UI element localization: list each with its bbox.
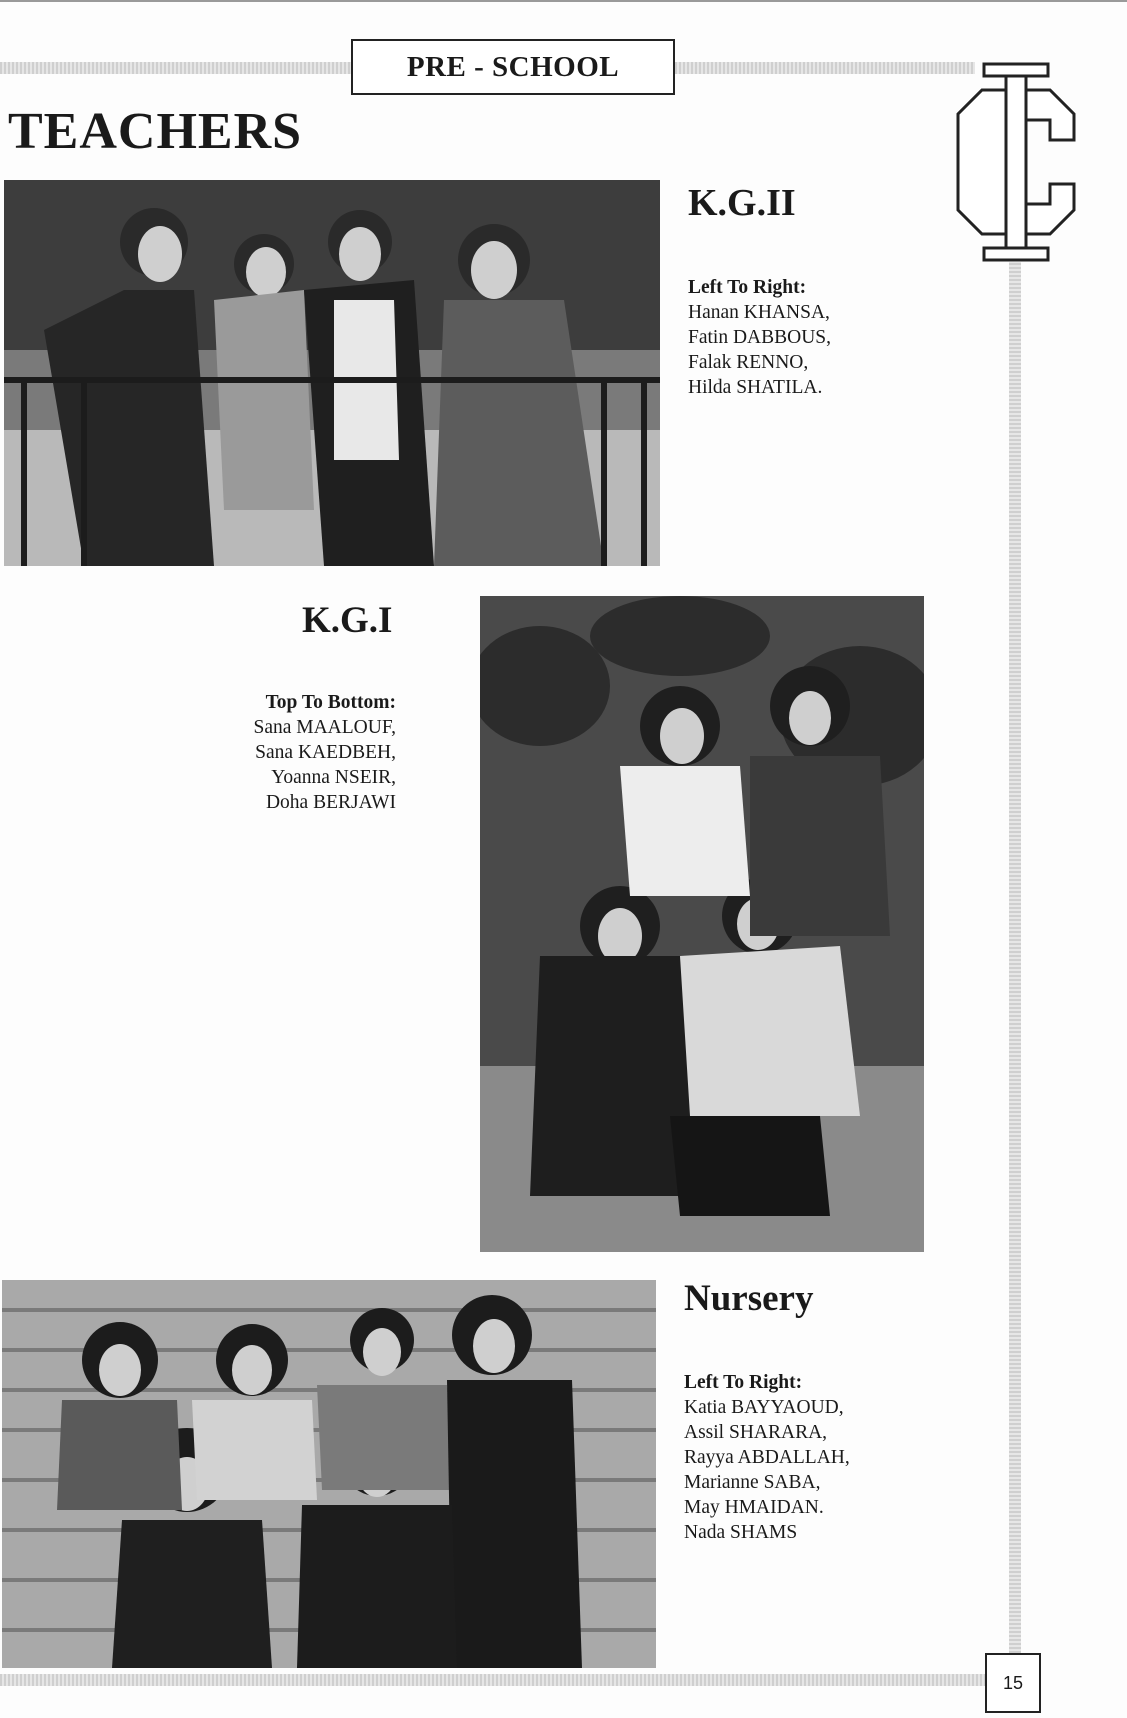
kg1-group-photo: [480, 596, 924, 1252]
nursery-name: Nada SHAMS: [684, 1522, 798, 1543]
kg2-name: Hilda SHATILA.: [688, 377, 823, 398]
kg2-group-photo: [4, 180, 660, 566]
nursery-name: Katia BAYYAOUD,: [684, 1397, 844, 1418]
nursery-name: Rayya ABDALLAH,: [684, 1447, 850, 1468]
nursery-name: Marianne SABA,: [684, 1472, 821, 1493]
kg2-caption-lead: Left To Right:: [688, 277, 807, 298]
kg2-name: Falak RENNO,: [688, 352, 809, 373]
kg2-heading: K.G.II: [688, 182, 796, 224]
kg2-name: Fatin DABBOUS,: [688, 327, 832, 348]
nursery-caption-lead: Left To Right:: [684, 1372, 803, 1393]
kg1-name: Sana MAALOUF,: [253, 717, 396, 738]
nursery-caption: [684, 1370, 850, 1545]
right-band: [1009, 262, 1021, 1657]
nursery-heading: Nursery: [684, 1278, 814, 1319]
school-logo-icon: [952, 62, 1080, 262]
page-number: 15: [985, 1653, 1041, 1713]
kg2-name: Hanan KHANSA,: [688, 302, 830, 323]
kg1-caption-lead: Top To Bottom:: [265, 692, 396, 713]
kg2-caption: [688, 275, 831, 400]
header-band-left: [0, 62, 352, 74]
footer-band: [0, 1674, 986, 1686]
nursery-name: May HMAIDAN.: [684, 1497, 824, 1518]
kg1-heading: K.G.I: [302, 600, 393, 641]
section-label: PRE - SCHOOL: [351, 39, 675, 95]
page-title: TEACHERS: [8, 103, 303, 160]
header-band-right: [675, 62, 975, 74]
top-rule: [0, 0, 1127, 2]
kg1-name: Yoanna NSEIR,: [271, 767, 396, 788]
kg1-caption: [220, 690, 396, 815]
nursery-name: Assil SHARARA,: [684, 1422, 828, 1443]
kg1-name: Doha BERJAWI: [265, 792, 396, 813]
kg1-name: Sana KAEDBEH,: [255, 742, 396, 763]
nursery-group-photo: [2, 1280, 656, 1668]
